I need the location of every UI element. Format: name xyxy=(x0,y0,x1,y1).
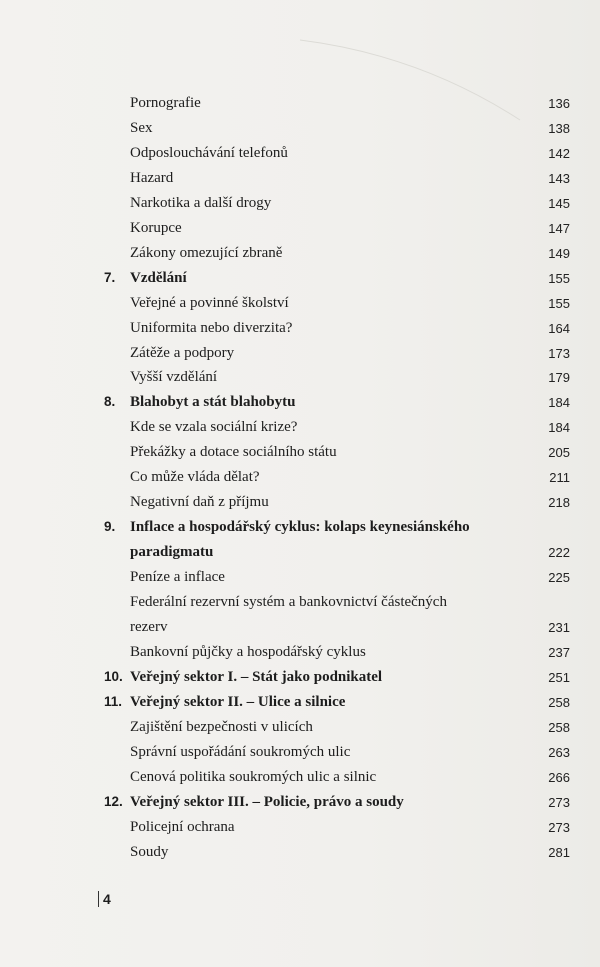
toc-title: Bankovní půjčky a hospodářský cyklus xyxy=(130,643,366,660)
toc-entry xyxy=(0,468,600,488)
toc-title: Narkotika a další drogy xyxy=(130,194,272,211)
toc-page-number: 281 xyxy=(548,844,570,860)
toc-title: Inflace a hospodářský cyklus: kolaps keynesiánského xyxy=(130,519,470,536)
toc-entry xyxy=(0,368,600,388)
toc-title: Negativní daň z příjmu xyxy=(130,494,269,511)
toc-entry xyxy=(0,344,600,364)
toc-title: Veřejné a povinné školství xyxy=(130,294,289,311)
toc-title: Veřejný sektor II. – Ulice a silnice xyxy=(130,693,346,710)
toc-title: Co může vláda dělat? xyxy=(130,469,260,486)
toc-entry xyxy=(0,294,600,314)
toc-chapter xyxy=(0,518,600,538)
toc-title: Peníze a inflace xyxy=(130,569,225,586)
toc-title: Veřejný sektor I. – Stát jako podnikatel xyxy=(130,668,383,685)
toc-chapter xyxy=(0,668,600,688)
toc-page-number: 164 xyxy=(548,320,570,336)
toc-page-number: 149 xyxy=(548,245,570,261)
toc-title: Uniformita nebo diverzita? xyxy=(130,319,293,336)
toc-entry xyxy=(0,818,600,838)
toc-page-number: 184 xyxy=(548,420,570,436)
toc-title: Cenová politika soukromých ulic a silnic xyxy=(130,768,377,785)
toc-title: Zátěže a podpory xyxy=(130,344,235,361)
toc-entry xyxy=(0,144,600,164)
toc-entry xyxy=(0,443,600,463)
toc-title: Blahobyt a stát blahobytu xyxy=(130,394,296,411)
page-folio xyxy=(98,891,111,907)
toc-title: Zákony omezující zbraně xyxy=(130,244,283,261)
toc-page-number: 155 xyxy=(548,295,570,311)
toc-page-number: 145 xyxy=(548,195,570,211)
toc-entry xyxy=(0,593,600,613)
toc-page-number: 237 xyxy=(548,644,570,660)
toc-title: Veřejný sektor III. – Policie, právo a soudy xyxy=(130,793,404,810)
toc-entry xyxy=(0,194,600,214)
toc-entry xyxy=(0,244,600,264)
toc-page-number: 218 xyxy=(548,495,570,511)
toc-entry xyxy=(0,418,600,438)
toc-page-number: 147 xyxy=(548,220,570,236)
toc-page-number: 138 xyxy=(548,120,570,136)
toc-entry xyxy=(0,643,600,663)
toc-page-number: 143 xyxy=(548,170,570,186)
toc-chapter-number: 9. xyxy=(104,519,116,535)
toc-title: Kde se vzala sociální krize? xyxy=(130,419,298,436)
toc-page-number: 273 xyxy=(548,819,570,835)
toc-chapter xyxy=(0,393,600,413)
toc-page-number: 184 xyxy=(548,395,570,411)
toc-entry xyxy=(0,618,600,638)
toc-entry xyxy=(0,319,600,339)
page-number: 4 xyxy=(103,891,111,907)
toc-page-number: 263 xyxy=(548,744,570,760)
toc-page-number: 231 xyxy=(548,619,570,635)
toc-title: Zajištění bezpečnosti v ulicích xyxy=(130,718,313,735)
toc-title: Správní uspořádání soukromých ulic xyxy=(130,743,351,760)
toc-page-number: 142 xyxy=(548,145,570,161)
folio-rule xyxy=(98,891,99,907)
toc-page-number: 222 xyxy=(548,545,570,561)
toc-title: Sex xyxy=(130,119,153,136)
toc-page-number: 155 xyxy=(548,270,570,286)
toc-entry xyxy=(0,843,600,863)
toc-title: Korupce xyxy=(130,219,182,236)
toc-entry xyxy=(0,568,600,588)
toc-page-number: 266 xyxy=(548,769,570,785)
toc-page-number: 225 xyxy=(548,570,570,586)
toc-page-number: 211 xyxy=(549,470,570,486)
toc-chapter-number: 7. xyxy=(104,269,116,285)
toc-entry xyxy=(0,768,600,788)
toc-page-number: 205 xyxy=(548,445,570,461)
toc-title: Pornografie xyxy=(130,95,201,111)
toc-title: Policejní ochrana xyxy=(130,818,235,835)
toc-chapter xyxy=(0,693,600,713)
toc-entry xyxy=(0,219,600,239)
toc-entry xyxy=(0,94,600,114)
toc-title: Vyšší vzdělání xyxy=(130,369,218,386)
toc-title: paradigmatu xyxy=(130,544,214,561)
toc-title: Hazard xyxy=(130,169,174,186)
toc-entry xyxy=(0,169,600,189)
toc-page-number: 258 xyxy=(548,719,570,735)
toc-page-number: 251 xyxy=(548,669,570,685)
toc-entry xyxy=(0,718,600,738)
toc-title: Federální rezervní systém a bankovnictví částečných xyxy=(130,594,447,610)
toc-entry xyxy=(0,543,600,563)
toc-title: Soudy xyxy=(130,843,169,860)
toc-title: Vzdělání xyxy=(130,269,187,286)
toc-chapter xyxy=(0,269,600,289)
toc-chapter xyxy=(0,793,600,813)
toc-page-number: 258 xyxy=(548,694,570,710)
toc-page-number: 136 xyxy=(548,96,570,111)
toc-page-number: 173 xyxy=(548,345,570,361)
toc-page-number: 273 xyxy=(548,794,570,810)
toc-entry xyxy=(0,493,600,513)
toc-entry xyxy=(0,743,600,763)
toc-page-number: 179 xyxy=(548,370,570,386)
toc-chapter-number: 8. xyxy=(104,394,116,410)
toc-entry xyxy=(0,119,600,139)
toc-chapter-number: 11. xyxy=(104,693,123,709)
toc-chapter-number: 12. xyxy=(104,793,123,809)
toc-title: Odposlouchávání telefonů xyxy=(130,144,288,161)
toc-title: rezerv xyxy=(130,618,168,635)
toc-title: Překážky a dotace sociálního státu xyxy=(130,444,337,461)
toc-chapter-number: 10. xyxy=(104,668,123,684)
